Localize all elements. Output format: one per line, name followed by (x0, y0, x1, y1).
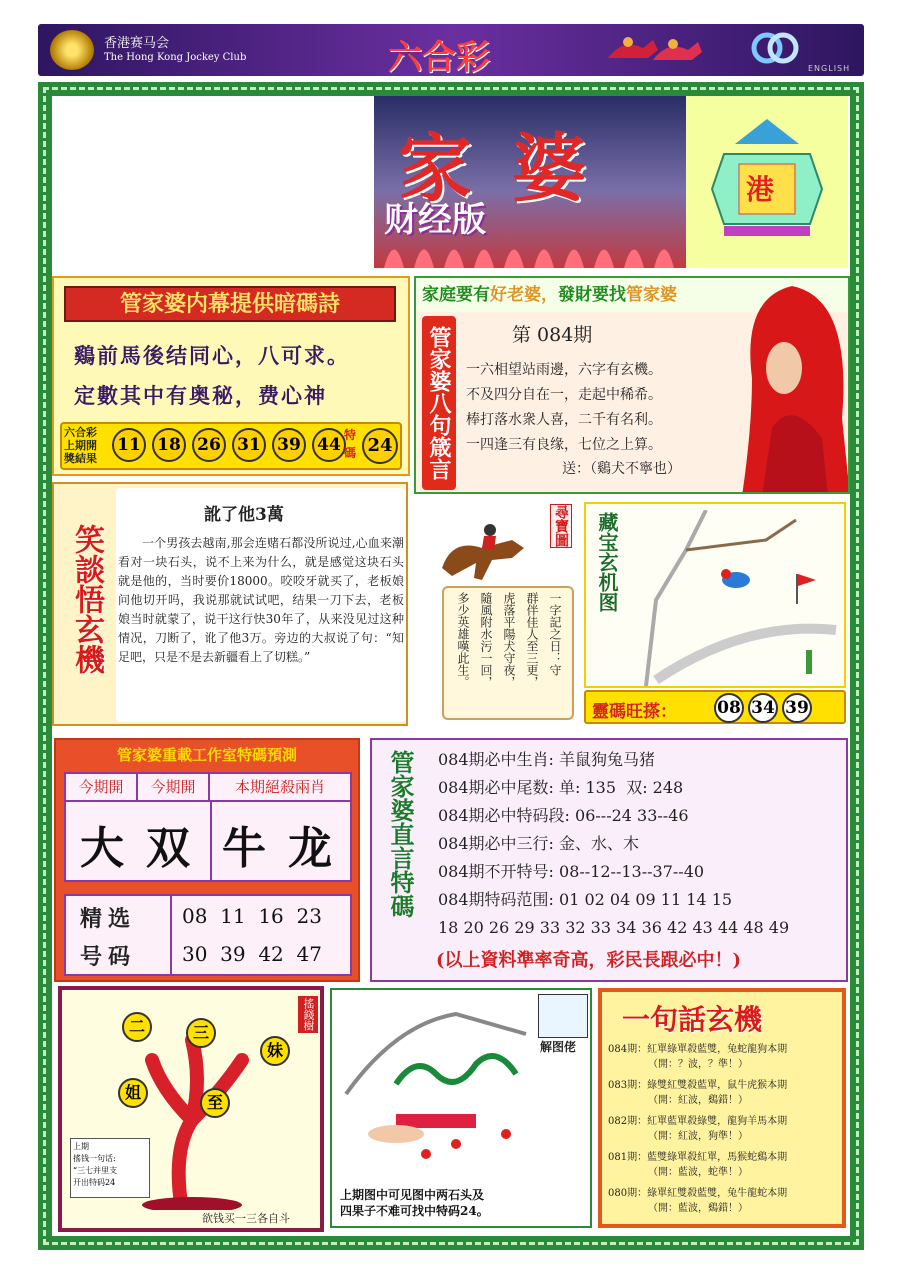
studio-panel (54, 738, 360, 982)
one-line-result: （開：紅波，鷄錯！） (648, 1095, 748, 1106)
result-ball: 26 (192, 428, 226, 462)
banner-title: 家婆 (398, 126, 626, 212)
big-char-1: 大 (80, 823, 124, 874)
lucky-ball: 39 (782, 693, 812, 723)
lucky-ball: 08 (714, 693, 744, 723)
scroll-column: 隨風附水污一回， (479, 592, 493, 688)
banner-image (374, 96, 686, 268)
eight-line: 棒打落水衆人喜，二千有名利。 (466, 412, 662, 428)
one-line-result: （開：藍波，蛇準！） (648, 1167, 748, 1178)
scroll-column: 多少英雄嘆此生。 (456, 592, 470, 688)
selected-row-1: 08 11 16 23 (182, 904, 322, 928)
joke-panel (52, 482, 408, 726)
banner-subtitle: 财经版 (384, 200, 486, 240)
poem-line-2: 定數其中有奥秘，费心神 (74, 383, 327, 408)
scroll-poem (448, 592, 563, 716)
joke-title: 訛了他3萬 (204, 505, 284, 525)
horse-rider-icon (432, 518, 532, 588)
treasure-tag: 尋寶圖 (550, 504, 572, 548)
one-line-result: （開：紅波，狗準！） (648, 1131, 748, 1142)
prediction-table (64, 772, 352, 882)
direct-line: 18 20 26 29 33 32 33 34 36 42 43 44 48 49 (438, 918, 790, 937)
riddle-caption-1: 上期图中可见图中两石头及 (340, 1188, 485, 1202)
eight-lines-panel (414, 276, 850, 494)
poem-panel (52, 276, 410, 476)
big-char-3: 牛 (222, 823, 266, 874)
table-header-2: 今期開 (138, 774, 210, 802)
one-line-item (608, 1150, 840, 1180)
tree-bird-icon (626, 510, 846, 686)
lantern-panel (686, 96, 848, 268)
table-divider (210, 802, 212, 880)
result-ball: 39 (272, 428, 306, 462)
one-line-item (608, 1078, 840, 1108)
direct-line: 084期必中尾数: 单: 135 双: 248 (438, 778, 684, 797)
map-title: 藏宝玄机图 (595, 512, 619, 612)
one-line-title: 一句話玄機 (622, 1003, 763, 1036)
money-tree-note (70, 1138, 150, 1198)
lucky-bar (584, 690, 846, 724)
result-bar (60, 422, 402, 470)
scroll-column: 一字記之日：守 (548, 592, 562, 676)
selected-divider (170, 896, 172, 974)
note-title: 上期 (73, 1142, 89, 1151)
direct-line: 084期必中特码段: 06---24 33--46 (438, 806, 689, 825)
club-name-en: The Hong Kong Jockey Club (104, 52, 247, 63)
money-tree-panel (58, 986, 324, 1232)
result-ball: 31 (232, 428, 266, 462)
eight-line: 一六相望站雨邊，六字有玄機。 (466, 362, 662, 378)
issue-number: 第 084期 (512, 324, 593, 346)
eight-line: 一四逢三有良缘，七位之上算。 (466, 437, 662, 453)
direct-line: 084期必中三行: 金、水、木 (438, 834, 640, 853)
selected-numbers-box (64, 894, 352, 976)
studio-title: 管家婆重載工作室特碼預測 (116, 746, 297, 764)
one-line-text: 083期：綠雙紅雙殺藍單，鼠牛虎猴本期 (608, 1080, 788, 1091)
tree-label-4: 姐 (118, 1078, 148, 1108)
bride-image-icon (732, 278, 850, 494)
scroll-column: 虎落平陽犬守夜， (502, 592, 516, 688)
site-header (38, 24, 864, 76)
special-label: 特碼 (344, 428, 357, 460)
money-tree-tag: 搖錢樹 (298, 996, 318, 1033)
result-numbers (112, 428, 346, 462)
tree-label-1: 二 (122, 1012, 152, 1042)
result-ball: 11 (112, 428, 146, 462)
table-header-3: 本期絕殺兩肖 (210, 774, 350, 802)
selected-label-1: 精选 (80, 906, 137, 932)
riddle-tag: 解图佬 (540, 1040, 577, 1054)
poem-title: 管家婆内幕提供暗碼詩 (64, 286, 396, 322)
horses-icon (598, 28, 718, 72)
slogan: 家庭要有好老婆，發財要找管家婆 (416, 278, 850, 312)
tree-label-5: 至 (200, 1088, 230, 1118)
club-name-cn: 香港赛马会 (104, 36, 170, 51)
note-line: 搖钱一句话: (73, 1154, 116, 1163)
lucky-numbers (714, 693, 812, 723)
selected-row-2: 30 39 42 47 (182, 942, 322, 966)
direct-line: 084期不开特号: 08--12--13--37--40 (438, 862, 705, 881)
result-ball: 18 (152, 428, 186, 462)
table-header-1: 今期開 (66, 774, 138, 802)
one-line-result: （開：藍波，鷄錯！） (648, 1203, 748, 1214)
riddle-caption-2: 四果子不难可找中特码24。 (340, 1204, 489, 1218)
special-number: 24 (362, 428, 398, 464)
direct-line: 084期必中生肖: 羊鼠狗兔马猪 (438, 750, 656, 769)
joke-side-title: 笑談悟玄機 (69, 524, 104, 674)
blank-area (52, 96, 374, 268)
direct-panel (370, 738, 848, 982)
eight-lines-body (466, 358, 662, 458)
tree-label-2: 三 (186, 1018, 216, 1048)
big-char-4: 龙 (288, 823, 332, 874)
result-label: 六合彩 上期開 獎結果 (64, 426, 97, 465)
note-line: 开出特码24 (73, 1178, 116, 1187)
one-line-text: 080期：綠單紅雙殺藍雙，兔牛龍蛇本期 (608, 1188, 788, 1199)
one-line-result: （開：？波，？準！） (648, 1059, 748, 1070)
result-ball: 44 (312, 428, 346, 462)
direct-lines (438, 746, 789, 942)
money-tree-caption: 欲钱买一三各自斗 (202, 1212, 290, 1225)
one-line-text: 081期：藍雙綠單殺紅單，馬猴蛇鷄本期 (608, 1152, 788, 1163)
eight-line: 不及四分自在一，走起中稀希。 (466, 387, 662, 403)
lotus-decoration-icon (374, 226, 686, 268)
direct-side-title: 管家婆直言特碼 (386, 750, 415, 918)
one-line-item (608, 1042, 840, 1072)
one-line-panel (598, 988, 846, 1228)
english-link[interactable]: ENGLISH (808, 64, 851, 73)
big-char-2: 双 (146, 823, 190, 874)
selected-label-2: 号码 (80, 944, 137, 970)
direct-line: 084期特码范围: 01 02 04 09 11 14 15 (438, 890, 733, 909)
eight-lines-send: 送：（鷄犬不寧也） (562, 461, 681, 477)
tree-label-3: 妹 (260, 1036, 290, 1066)
lantern-badge: 港 (746, 173, 775, 206)
one-line-item (608, 1186, 840, 1216)
poem-line-1: 鷄前馬後结同心，八可求。 (74, 343, 350, 368)
one-line-item (608, 1114, 840, 1144)
riddle-picture-icon (336, 994, 536, 1174)
direct-footer: (以上資料準率奇高，彩民長跟必中！) (436, 950, 742, 971)
scroll-column: 群伴佳人至三更， (525, 592, 539, 688)
jockey-club-logo[interactable] (50, 30, 94, 70)
map-image (584, 502, 846, 688)
page-title: 六合彩 (388, 38, 490, 78)
lucky-label: 靈碼旺搽： (592, 702, 677, 722)
one-line-text: 084期：紅單綠單殺藍雙，兔蛇龍狗本期 (608, 1044, 788, 1055)
riddle-panel (330, 988, 592, 1228)
riddle-tag-image (538, 994, 588, 1038)
joke-body: 一个男孩去越南,那会连赌石都没所说过,心血来潮看对一块石头，说不上来为什么，就是感觉这块石头就是他的，当时要价18000。咬咬牙就买了，老板娘问他切开吗，我说那就试试吧，结果一刀下去，老板娘当时就蒙了，说干这行快30年了，从来没见过这种情况，刀断了，讹了他3万。旁边的大叔说了句：“知足吧，只是不是去新疆看上了切糕。” (118, 536, 404, 664)
note-line: “三七并里支 (73, 1166, 118, 1175)
lottery-logo-icon[interactable] (750, 30, 800, 66)
lucky-ball: 34 (748, 693, 778, 723)
one-line-list (608, 1042, 840, 1222)
eight-lines-side-title: 管家婆八句箴言 (422, 316, 456, 490)
treasure-panel (414, 500, 850, 726)
one-line-text: 082期：紅單藍單殺綠雙，龍狗羊馬本期 (608, 1116, 788, 1127)
